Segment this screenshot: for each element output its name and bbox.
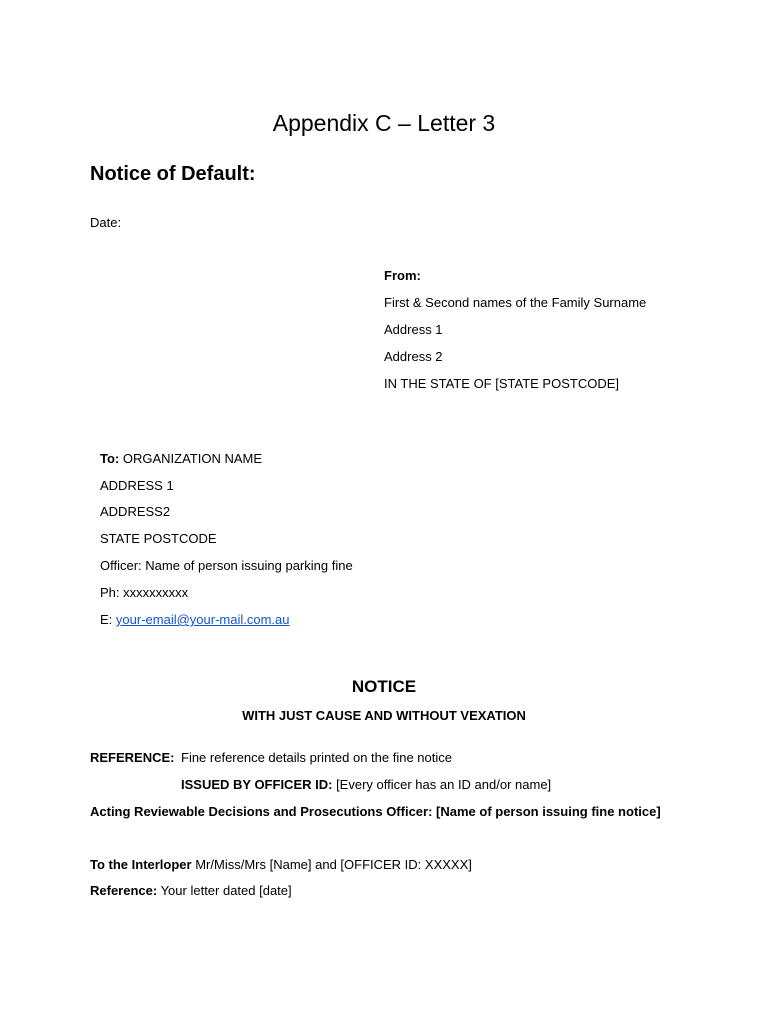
issued-value: [Every officer has an ID and/or name] [332, 777, 552, 792]
acting-officer-line: Acting Reviewable Decisions and Prosecutions Officer: [Name of person issuing fine notice] [90, 804, 661, 819]
phone-label: Ph: [100, 585, 120, 600]
to-address1: ADDRESS 1 [100, 478, 174, 493]
to-label: To: [100, 451, 120, 466]
letter-reference-value: Your letter dated [date] [157, 883, 292, 898]
interloper-line [90, 857, 472, 873]
from-line: Address 1 [384, 322, 443, 337]
to-address2: ADDRESS2 [100, 504, 171, 519]
to-officer-line [100, 558, 353, 574]
issued-label: ISSUED BY OFFICER ID: [181, 777, 333, 792]
reference-value: Fine reference details printed on the fine notice [181, 750, 453, 765]
reference-label: REFERENCE: [90, 750, 175, 765]
date-label: Date: [90, 215, 122, 230]
document-subtitle: Notice of Default: [90, 163, 256, 185]
letter-reference-label: Reference: [90, 883, 158, 898]
document-title: Appendix C – Letter 3 [272, 110, 496, 136]
letter-reference-line [90, 883, 292, 899]
officer-label: Officer: [100, 558, 142, 573]
issued-line [181, 777, 551, 793]
from-line: First & Second names of the Family Surname [384, 295, 647, 310]
notice-title: NOTICE [351, 677, 417, 696]
email-link[interactable]: your-email@your-mail.com.au [115, 612, 290, 627]
officer-value: Name of person issuing parking fine [141, 558, 353, 573]
from-line: Address 2 [384, 349, 443, 364]
to-email-line [100, 612, 290, 628]
interloper-value: Mr/Miss/Mrs [Name] and [OFFICER ID: XXXXX] [191, 857, 472, 872]
to-phone-line [100, 585, 188, 601]
from-label: From: [384, 268, 421, 283]
phone-value: xxxxxxxxxx [119, 585, 189, 600]
email-label: E: [100, 612, 113, 627]
to-line [100, 451, 262, 467]
notice-subtitle: WITH JUST CAUSE AND WITHOUT VEXATION [242, 708, 526, 723]
to-organization: ORGANIZATION NAME [119, 451, 263, 466]
to-state: STATE POSTCODE [100, 531, 217, 546]
from-line: IN THE STATE OF [STATE POSTCODE] [384, 376, 619, 391]
interloper-label: To the Interloper [90, 857, 192, 872]
